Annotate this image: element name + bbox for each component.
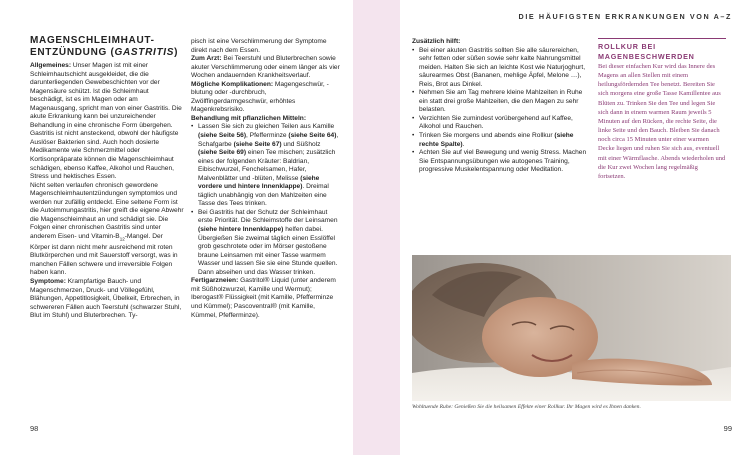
sidebar-title [598,42,726,61]
rollkur-sidebar [598,38,726,181]
treatment-label: Behandlung mit pflanzlichen Mitteln: [191,114,307,122]
treatment-list [191,123,341,277]
tea-text-b: , Pfefferminze [246,132,289,140]
page-reference: (siehe Seite 67) [233,140,282,148]
tea-text-a: Lassen Sie sich zu gleichen Teilen aus Kamille [198,123,335,131]
page-reference: (siehe Seite 69) [198,149,247,157]
ready-medicines-label: Fertigarzneien: [191,277,239,285]
column-1 [30,35,184,321]
chronic-text-end: -Mangel. Der Körper ist dann nicht mehr ausreichend mit roten Blutkörperchen und mit Sauerstoff versorgt, was in manchen Fällen schwere und irreversible Folgen haben kann. [30,232,178,277]
ready-medicines-paragraph [191,277,341,320]
sidebar-text: Bei dieser einfachen Kur wird das Innere des Magens an allen Stellen mit einem heilungsfördernden Tee benetzt. Bereiten Sie sich morgens eine große Tasse Kamillentee aus Blüten zu. Trinken Sie den Tee und legen Sie sich dann in einem warmen Raum jeweils 5 Minuten auf den Rücken, die rechte Seite, die linke Seite und den Bauch. Bleiben Sie danach noch circa 15 Minuten unter einer warmen Decke liegen und ruhen Sie sich aus, eventuell mit einer Wärmflasche. Abends wiederholen und die Kur zwei Wochen lang regelmäßig fortsetzen. [598,63,726,180]
linseed-text-b: helfen dabei. Übergießen Sie zweimal täglich einen Esslöffel grob geschrotete oder im Mörser gestoßene braune Leinsamen mit einer Tasse warmem Wasser und lassen Sie sie eine Stunde quellen. Dann abseihen und das Wasser trinken. [198,226,338,276]
chronic-paragraph [30,182,184,278]
doctor-paragraph [191,55,341,81]
complications-text: Magengeschwür, -blutung oder -durchbruch, Zwölffingerdarmgeschwür, erhöhtes Magenkrebsrisiko. [191,80,329,114]
tea-text-f: . Dreimal täglich unabhängig von den Mahlzeiten eine Tasse des Tees trinken. [198,183,329,208]
woman-resting-photo [412,255,731,401]
tea-text-d: und Süßholz [281,140,321,148]
list-item: • Nehmen Sie am Tag mehrere kleine Mahlzeiten in Ruhe ein statt drei große Mahlzeiten, die den Magen zu sehr belasten. [412,89,590,115]
tea-text-e: einen Tee mischen; zusätzlich eines der folgenden Kräuter: Baldrian, Eibischwurzel, Fenchelsamen, Hafer, Malvenblätter und -blüten, Melisse [198,149,336,182]
sidebar-title-line-2: MAGENBESCHWERDEN [598,51,695,61]
heading-line-2-italic: GASTRITIS [114,47,175,58]
page-reference: (siehe vordere und hintere Innenklappe) [198,174,320,191]
general-label: Allgemeines: [30,62,72,69]
heading-line-1: MAGENSCHLEIMHAUT- [30,35,155,46]
page-reference: (siehe Seite 64) [288,132,337,140]
sidebar-title-line-1: ROLLKUR BEI [598,42,656,51]
additional-help-label: Zusätzlich hilft: [412,38,461,45]
heading-line-2-prefix: ENTZÜNDUNG ( [30,47,115,58]
page-reference: (siehe Seite 56) [198,132,247,140]
vitamin-subscript: 12 [119,236,125,242]
general-paragraph [30,62,184,182]
page-reference: (siehe hintere Innenklappe) [198,226,284,234]
list-item [412,132,590,149]
rollkur-text-a: Trinken Sie morgens und abends eine Rollkur [419,132,555,140]
linseed-text-a: Bei Gastritis hat der Schutz der Schleimhaut erste Priorität. Die Schleimstoffe der Leinsamen [198,208,338,225]
rollkur-text-b: . [462,140,465,148]
list-item: • Bei einer akuten Gastritis sollten Sie alle säurereichen, sehr fetten oder süßen sowie sehr kalte Nahrungsmittel meiden. Halten Sie sich an leichte Kost wie Naturjoghurt, säurearmes Obst (Bananen, mehlige Äpfel, Melone …), Reis, Brot aus Dinkel. [412,47,590,90]
ready-medicines-text: Gastritol® Liquid (unter anderem mit Süßholzwurzel, Kamille und Wermut); Iberogast® Flüssigkeit (mit Kamille, Pfefferminze und Kümmel); Pascoventral® (mit Kamille, Kümmel, Pfefferminze). [191,277,336,319]
page-reference: (siehe rechte Spalte) [419,132,574,148]
tea-text-c: , Schafgarbe [198,132,339,148]
complications-paragraph [191,81,341,115]
doctor-text: Bei Teerstuhl und Bluterbrechen sowie akuter Verschlimmerung oder einem länger als vier Wochen andauernden Krankheitsverlauf. [191,55,340,80]
additional-help-list [412,47,590,175]
symptoms-continued: pisch ist eine Verschlimmerung der Symptome direkt nach dem Essen. [191,38,327,54]
page-number-right: 99 [723,424,732,433]
symptoms-label: Symptome: [30,277,66,285]
photo-caption: Wohltuende Ruhe: Genießen Sie die heilsamen Effekte einer Rollkur. Ihr Magen wird es Ihnen danken. [412,404,641,410]
doctor-label: Zum Arzt: [191,55,222,63]
heading-line-2-suffix: ) [174,47,179,58]
list-item: • Achten Sie auf viel Bewegung und wenig Stress. Machen Sie Entspannungsübungen wie autogenes Training, progressive Muskelentspannung oder Meditation. [412,149,590,175]
photo-illustration [412,255,731,401]
running-header: DIE HÄUFIGSTEN ERKRANKUNGEN VON A–Z [518,12,732,21]
list-item: • Verzichten Sie zumindest vorübergehend auf Kaffee, Alkohol und Rauchen. [412,115,590,132]
symptoms-paragraph [30,278,184,321]
list-item [191,209,341,277]
chronic-text: Nicht selten verlaufen chronisch gewordene Magenschleimhautentzündungen symptomlos und werden nur zufällig entdeckt. Eine seltene Form ist die Autoimmungastritis, hier greift die eigene Abwehr die Magenschleimhaut an und schädigt sie. Die Folgen einer chronischen Gastritis sind unter anderem Eisen- und Vitamin-B [30,181,184,240]
page-gutter [353,0,400,455]
page-number-left: 98 [30,424,39,433]
complications-label: Mögliche Komplikationen: [191,80,274,88]
column-2 [191,38,341,320]
article-heading [30,35,184,59]
list-item [191,123,341,208]
general-text: Unser Magen ist mit einer Schleimhautschicht ausgekleidet, die die darunterliegenden Gewebeschichten vor der Magensäure schützt. Ist die Schleimhaut beschädigt, ist es im Magen oder am Magenausgang, spricht man von einer Gastritis. Die akute Erkrankung kann bei unzureichender Behandlung in eine chronische Form übergehen. Gastritis ist nicht ansteckend, obwohl der häufigste Auslöser Bakterien sind. Auch hoch dosierte Medikamente wie Schmerzmittel oder Kortisonpräparate können die Magenschleimhaut schädigen, ebenso Kaffee, Alkohol und Rauchen, Stress und hektisches Essen. [30,62,182,181]
symptoms-text: Krampfartige Bauch- und Magenschmerzen, Druck- und Völlegefühl, Blähungen, Appetitlosigkeit, Übelkeit, Erbrechen, in schwereren Fällen auch Teerstuhl (schwarzer Stuhl, Blut im Stuhl) und Bluterbrechen. Ty- [30,277,182,320]
column-3 [412,38,590,175]
